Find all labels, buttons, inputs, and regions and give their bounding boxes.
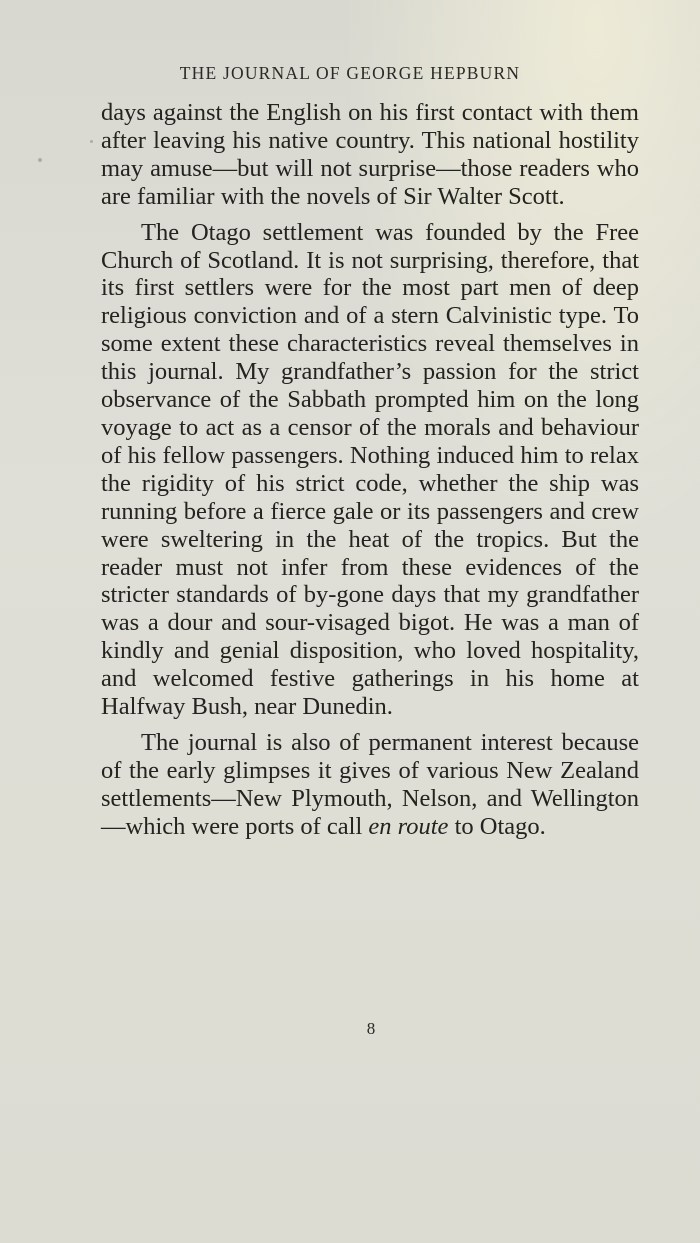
paper-speck	[90, 140, 93, 143]
body-text	[101, 99, 639, 849]
paragraph-2	[101, 219, 639, 721]
paragraph-1-text: days against the English on his first contact with them after leaving his native country. This national hostility may amuse—but will not surprise—those readers who are familiar with the novels of Sir Walter Scott.	[101, 99, 639, 210]
paragraph-3	[101, 729, 639, 841]
paragraph-3-text-a: The journal is also of permanent interest because of the early glimpses it gives of various New Zealand settlements—New Plymouth, Nelson, and Wellington—which were ports of call	[101, 728, 639, 840]
page-number: 8	[366, 1019, 376, 1038]
running-head: THE JOURNAL OF GEORGE HEPBURN	[179, 63, 521, 83]
paragraph-2-text: The Otago settlement was founded by the Free Church of Scotland. It is not surprising, therefore, that its first settlers were for the most part men of deep religious conviction and of a stern Calvinistic type. To some extent these characteristics reveal themselves in this journal. My grandfather’s passion for the strict observance of the Sabbath prompted him on the long voyage to act as a censor of the morals and behaviour of his fellow passengers. Nothing induced him to relax the rigidity of his strict code, whether the ship was running before a fierce gale or its passengers and crew were sweltering in the heat of the tropics. But the reader must not infer from these evidences of the stricter standards of by-gone days that my grandfather was a dour and sour-visaged bigot. He was a man of kindly and genial disposition, who loved hospitality, and welcomed festive gatherings in his home at Halfway Bush, near Dunedin.	[101, 218, 639, 721]
paragraph-3-italic-phrase: en route	[368, 812, 449, 840]
paper-speck	[38, 158, 42, 162]
paragraph-1	[101, 99, 639, 211]
paragraph-3-text-b: to Otago.	[448, 812, 546, 840]
